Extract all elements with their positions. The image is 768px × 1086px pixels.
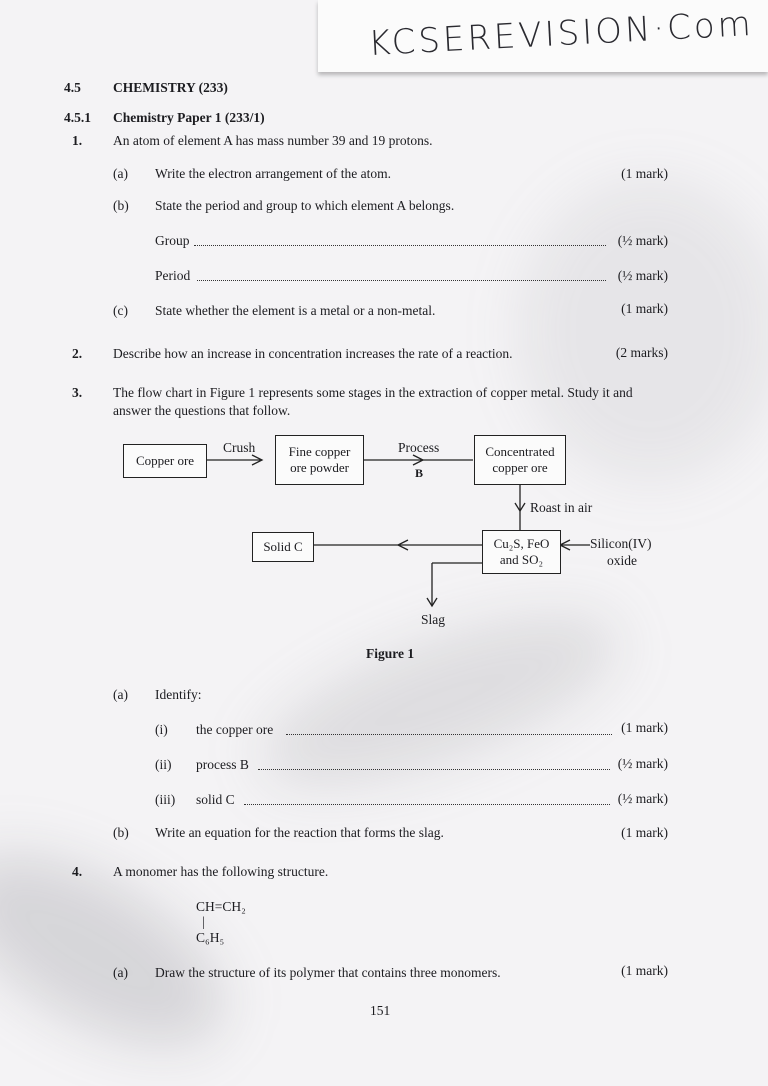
roast-label: Roast in air <box>530 500 593 515</box>
q4a-label: (a) <box>113 965 128 980</box>
q1-stem: An atom of element A has mass number 39 and 19 protons. <box>113 133 433 148</box>
mixture-box <box>482 530 561 574</box>
q3a-label: (a) <box>113 687 128 702</box>
q3ai-label: (i) <box>155 722 168 737</box>
monomer-bottom: C₆H₅ <box>196 930 225 945</box>
q2-text: Describe how an increase in concentration increases the rate of a reaction. <box>113 346 513 361</box>
group-label: Group <box>155 233 190 248</box>
copper-ore-box: Copper ore <box>123 444 207 478</box>
q3ai-mark: (1 mark) <box>621 720 668 735</box>
watermark-text: KCSEREVISION·Com <box>367 3 755 65</box>
section-number: 4.5 <box>64 80 81 95</box>
q3aii-text: process B <box>196 757 249 772</box>
concentrated-line2: copper ore <box>492 460 548 475</box>
q3aiii-label: (iii) <box>155 792 176 807</box>
silicon-label-line2: oxide <box>607 553 637 568</box>
paper-number: 4.5.1 <box>64 110 91 125</box>
q1c-label: (c) <box>113 303 128 318</box>
period-label: Period <box>155 268 191 283</box>
q3aii-label: (ii) <box>155 757 172 772</box>
fine-powder-line2: ore powder <box>290 460 349 475</box>
mixture-line1: Cu₂S, FeO <box>493 536 550 551</box>
mixture-line2: and SO₂ <box>499 552 544 567</box>
q3a-text: Identify: <box>155 687 202 702</box>
q3aii-mark: (½ mark) <box>617 756 668 771</box>
q3ai-text: the copper ore <box>196 722 274 737</box>
fine-powder-line1: Fine copper <box>288 444 351 459</box>
monomer-top: CH=CH₂ <box>196 899 246 914</box>
q3aiii-mark: (½ mark) <box>617 791 668 806</box>
fine-powder-box <box>275 435 364 485</box>
period-mark: (½ mark) <box>617 268 668 283</box>
q3b-mark: (1 mark) <box>621 825 668 840</box>
crush-label: Crush <box>223 440 256 455</box>
q1b-label: (b) <box>113 198 129 213</box>
q2-number: 2. <box>72 346 83 361</box>
q1a-label: (a) <box>113 166 128 181</box>
figure-caption: Figure 1 <box>366 646 415 661</box>
q4a-mark: (1 mark) <box>621 963 668 978</box>
concentrated-ore-box <box>474 435 566 485</box>
q1a-text: Write the electron arrangement of the atom. <box>155 166 391 181</box>
solid-c-answer-line[interactable] <box>244 804 610 805</box>
process-label: Process <box>398 440 440 455</box>
page-number: 151 <box>370 1003 391 1018</box>
q3-stem-line1: The flow chart in Figure 1 represents some stages in the extraction of copper metal. Study it and <box>113 385 633 400</box>
q2-mark: (2 marks) <box>615 345 668 360</box>
concentrated-line1: Concentrated <box>485 444 555 459</box>
q1a-mark: (1 mark) <box>621 166 668 181</box>
q1b-text: State the period and group to which element A belongs. <box>155 198 455 213</box>
q3aiii-text: solid C <box>196 792 235 807</box>
q4-number: 4. <box>72 864 83 879</box>
q1c-mark: (1 mark) <box>621 301 668 316</box>
copper-ore-answer-line[interactable] <box>286 734 612 735</box>
monomer-bond: | <box>202 914 205 929</box>
solid-c-box: Solid C <box>252 532 314 562</box>
process-b-label: B <box>415 466 424 480</box>
q3b-label: (b) <box>113 825 129 840</box>
paper-title: Chemistry Paper 1 (233/1) <box>113 110 265 125</box>
q3b-text: Write an equation for the reaction that forms the slag. <box>155 825 444 840</box>
q1-number: 1. <box>72 133 83 148</box>
slag-label: Slag <box>421 612 446 627</box>
q4-stem: A monomer has the following structure. <box>113 864 329 879</box>
q3-number: 3. <box>72 385 83 400</box>
silicon-label-line1: Silicon(IV) <box>590 536 652 551</box>
q4a-text: Draw the structure of its polymer that contains three monomers. <box>155 965 501 980</box>
process-b-answer-line[interactable] <box>258 769 610 770</box>
q3-stem-line2: answer the questions that follow. <box>113 403 291 418</box>
q1c-text: State whether the element is a metal or a non-metal. <box>155 303 436 318</box>
section-title: CHEMISTRY (233) <box>113 80 228 95</box>
group-mark: (½ mark) <box>617 233 668 248</box>
